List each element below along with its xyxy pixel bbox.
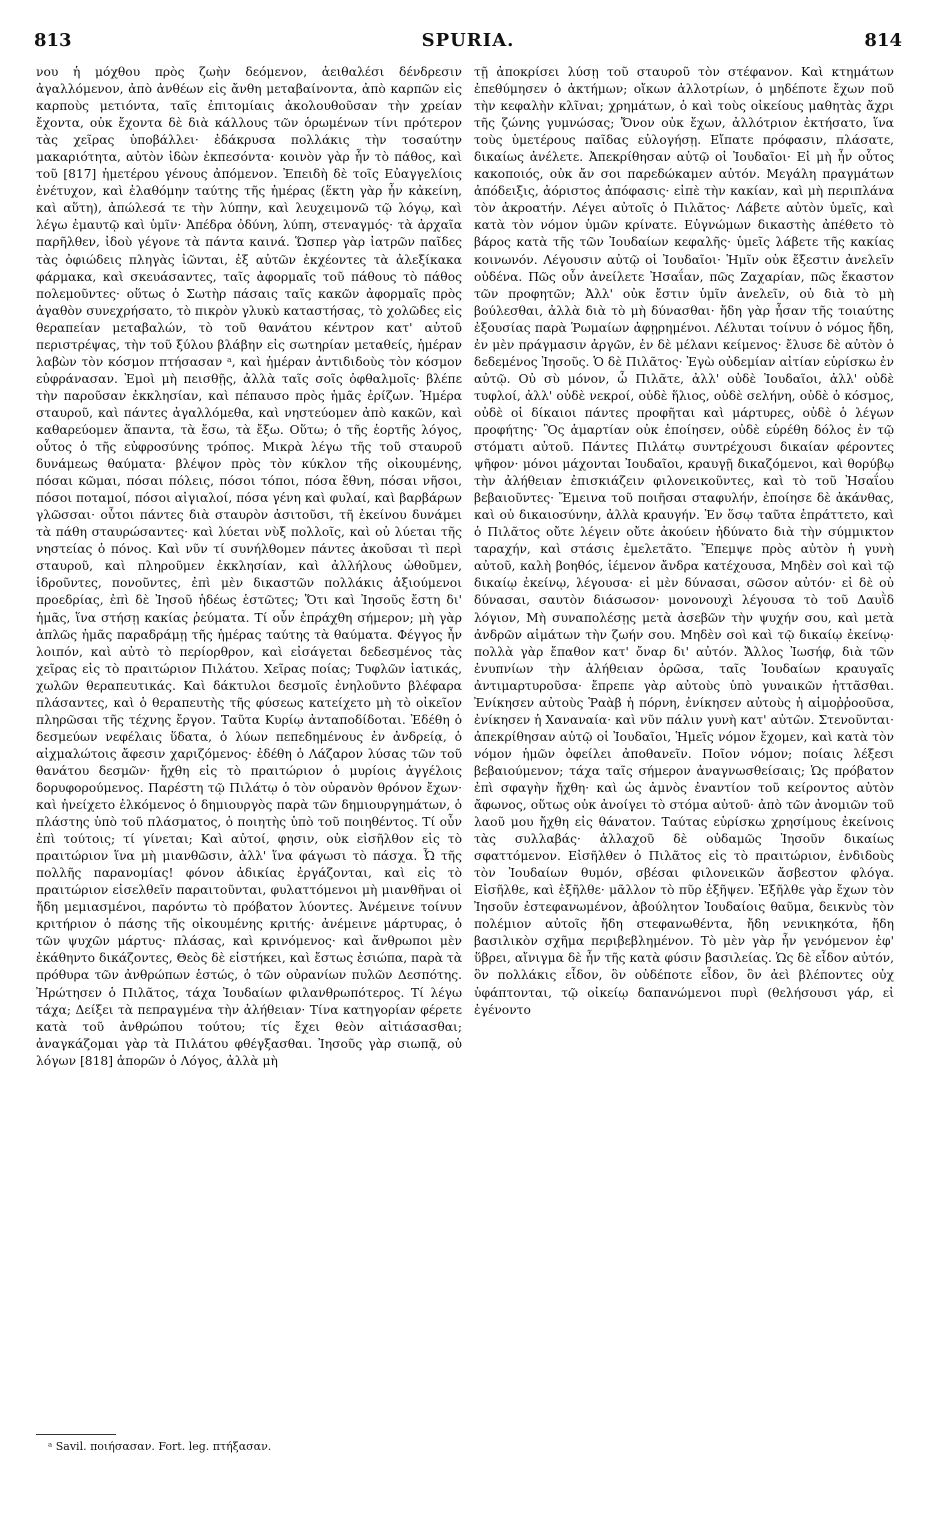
left-column-text: νου ἡ μόχθου πρὸς ζωὴν δεόμενον, ἀειθαλέσι δένδρεσιν ἀγαλλόμενον, ἀπὸ ἀνθέων εἰς ἄνθη μεταβαίνοντα, ἀπὸ καρπῶν εἰς καρποὺς μετιόντα, ταῖς ἐπιτομίαις ἀκολουθοῦσαν τὴν χρείαν ἔχοντα, οὐκ ἔχοντα δὲ διὰ κάλλους τῶν ὁρωμένων τίνι πρότερον τὰς χεῖρας ὑποβάλλει· ἐδάκρυσα πολλάκις τὴν τοσαύτην μακαριότητα, αὐτὸν ἰδὼν ἐκπεσόντα· κοινὸν γὰρ ἦν τὸ πάθος, καὶ τοῦ [817] ἡμετέρου γένους ἀπόμενον. Ἐπειδὴ δὲ τοῖς Εὐαγγελίοις ἐνέτυχον, καὶ ἐλαθόμην ταύτης τῆς ἡμέρας (ἕκτη γὰρ ἦν κἀκείνη, καὶ αὕτη), ἀπώλεσά τε τὴν λύπην, καὶ λευχειμονῶ τῷ λόγῳ, καὶ λέγω ἐμαυτῷ καὶ ὑμῖν· Ἀπέδρα ὀδύνη, λύπη, στεναγμός· τὰ ἀρχαῖα παρῆλθεν, ἰδοὺ γέγονε τὰ πάντα καινά. Ὥσπερ γὰρ ἰατρῶν παῖδες τὰς ὀφιώδεις πληγὰς ἰῶνται, ἐξ αὐτῶν ἐκχέοντες τὰ ἀλεξίκακα φάρμακα, καὶ σκευάσαντες, ταῖς ἀφορμαῖς τοῦ πάθους τὸ πάθος πολεμοῦντες· οὕτως ὁ Σωτὴρ πάσαις ταῖς κακῶν ἀφορμαῖς πρὸς ἀγαθὸν συνεχρήσατο, τὸ πικρὸν γλυκὺ καταστήσας, τὸ χολῶδες εἰς θεραπείαν μεταβαλών, τὸ τοῦ θανάτου κέντρον κατ' αὐτοῦ περιστρέψας, τὴν τοῦ ξύλου βλάβην εἰς σωτηρίαν μεταθείς, ἡμέραν λαβὼν τὸν κόσμον πτήσασαν ᵃ, καὶ ἡμέραν ἀντιδιδοὺς τὸν κόσμον εὐφράνασαν. Ἐμοὶ μὴ πεισθῇς, ἀλλὰ ταῖς σοῖς ὀφθαλμοῖς· βλέπε τὴν παροῦσαν ἐκκλησίαν, καὶ πέπαυσο πρὸς ἡμᾶς ἐρίζων. Ἡμέρα σταυροῦ, καὶ πάντες ἀγαλλόμεθα, καὶ νηστεύομεν ἀπὸ κακῶν, καὶ καθαρεύομεν ἅπαντα, τὰ ἔσω, τὰ ἔξω. Οὕτω; ὁ τῆς ἑορτῆς λόγος, οὗτος ὁ τῆς εὐφροσύνης τρόπος. Μικρὰ λέγω τῆς τοῦ σταυροῦ δυνάμεως θαύματα· βλέψον πρὸς τὸν κύκλον τῆς οἰκουμένης, πόσαι κῶμαι, πόσαι πόλεις, πόσοι τόποι, πόσα ἔθνη, πόσαι νῆσοι, πόσοι ποταμοί, πόσοι αἰγιαλοί, πόσα γένη καὶ φυλαί, καὶ βαρβάρων γλῶσσαι· οὗτοι πάντες διὰ σταυρὸν ἀσιτοῦσι, τῆ ἐκείνου δυνάμει τὰ πάθη σταυρώσαντες· καὶ λύεται νὺξ πολλοῖς, καὶ οὐ λύεται τῆς νηστείας ὁ πόνος. Καὶ νῦν τί συνήλθομεν πάντες ἀκοῦσαι τὶ περὶ σταυροῦ, καὶ πληροῦμεν ἐκκλησίαν, καὶ ἀλλήλους ὠθοῦμεν, ἱδροῦντες, πονοῦντες, ἐπὶ μὲν δικαστῶν πολλάκις ἀξιούμενοι προεδρίας, ἐπὶ δὲ Ἰησοῦ ἡδέως ἑστῶτες; Ὅτι καὶ Ἰησοῦς ἔστη δι' ἡμᾶς, ἵνα στήσῃ κακίας ῥεύματα. Τί οὖν ἐπράχθη σήμερον; μὴ γὰρ ἁπλῶς ἡμᾶς παραδράμῃ τῆς ἡμέρας ταύτης τὰ θαύματα. Φέγγος ἦν λοιπόν, καὶ αὐτὸ τὸ περίορθρον, καὶ εἰσάγεται δεδεσμένος τὰς χεῖρας εἰς τὸ πραιτώριον Πιλάτου. Χεῖρας ποίας; Τυφλῶν ἰατικάς, χωλῶν θεραπευτικάς. Καὶ δάκτυλοι δεσμοῖς ἐνηλοῦντο βλέφαρα πλάσαντες, καὶ ὁ θεραπευτὴς τῆς φύσεως κατείχετο μὴ τὸ οἰκεῖον πληρῶσαι τῆς τέχνης ἔργον. Ταῦτα Κυρίῳ ἀνταποδίδοται. Ἐδέθη ὁ δεσμεύων νεφέλαις ὕδατα, ὁ λύων πεπεδημένους ἐν ἀνδρείᾳ, ὁ αἰχμαλώτοις ἄφεσιν χαριζόμενος· ἐδέθη ὁ Λάζαρον λύσας τῶν τοῦ θανάτου δεσμῶν· ἤχθη εἰς τὸ πραιτώριον ὁ μυρίοις ἀγγέλοις δορυφορούμενος. Παρέστη τῷ Πιλάτῳ ὁ τὸν οὐρανὸν θρόνον ἔχων· καὶ ἠνείχετο ἐλκόμενος ὁ δημιουργὸς παρὰ τῶν δημιουργημάτων, ὁ πλάστης ὑπὸ τοῦ πλάσματος, ὁ ποιητὴς ὑπὸ τοῦ ποιηθέντος. Τί οὖν ἐπὶ τούτοις; τί γίνεται; Καὶ αὐτοί, φησιν, οὐκ εἰσῆλθον εἰς τὸ πραιτώριον ἵνα μὴ μιανθῶσιν, ἀλλ' ἵνα φάγωσι τὸ πάσχα. Ὦ τῆς πολλῆς παρανομίας! φόνον ἀδικίας ἐργάζονται, καὶ εἰς τὸ πραιτώριον εἰσελθεῖν παραιτοῦνται, φυλαττόμενοι μὴ μιανθῆναι οἱ ἤδη μεμιασμένοι, παρόντω τὸ πρόβατον λύοντες. Ἀνέμεινε τοίνυν κριτήριον ὁ πάσης τῆς οἰκουμένης κριτής· ἀνέμεινε μάρτυρας, ὁ τῶν ψυχῶν μάρτυς· πλάσας, καὶ κρινόμενος· καὶ ἄνθρωποι μὲν ἐκάθηντο δικάζοντες, Θεὸς δὲ εἱστήκει, καὶ ἔστως ἐσιώπα, παρὰ τὰ πρόθυρα τῶν ἀνθρώπων ἑστώς, ὁ τῶν οὐρανίων πυλῶν Δεσπότης. Ἠρώτησεν ὁ Πιλᾶτος, τάχα Ἰουδαίων φιλανθρωπότερος. Τί λέγω τάχα; Δείξει τὰ πεπραγμένα τὴν ἀλήθειαν· Τίνα κατηγορίαν φέρετε κατὰ τοῦ ἀνθρώπου τούτου; τίς ἔχει θεὸν αἰτιάσασθαι; ἀναγκάζομαι γὰρ τὰ Πιλάτου φθέγξασθαι. Ἰησοῦς γὰρ σιωπᾷ, οὐ λόγων [818] ἀπορῶν ὁ Λόγος, ἀλλὰ μὴ — [36, 65, 462, 1068]
left-page-number: 813 — [34, 30, 72, 51]
right-column — [474, 64, 894, 1019]
left-column — [36, 64, 462, 1070]
page-title: SPURIA. — [421, 30, 515, 51]
footnote: ᵃ Savil. ποιήσασαν. Fort. leg. πτήξασαν. — [48, 1440, 272, 1453]
footnote-rule — [36, 1434, 116, 1435]
running-header — [34, 30, 902, 56]
right-column-text: τῇ ἀποκρίσει λύσῃ τοῦ σταυροῦ τὸν στέφανον. Καὶ κτημάτων ἐπεθύμησεν ὁ ἀκτήμων; οἴκων ἀλλοτρίων, ὁ μηδέποτε ἔχων ποῦ τὴν κεφαλὴν κλῖναι; χρημάτων, ὁ καὶ τοὺς οἰκείους μαθητὰς ἄχρι τῆς ζώνης γυμνώσας; Ὄνον οὐκ ἔχων, ἀλλότριον ἐκτήσατο, ἵνα τοὺς ὑμετέρους παῖδας εὐλογήσῃ. Εἴπατε πρόφασιν, πλάσατε, δικαίως ἀνέλετε. Ἀπεκρίθησαν αὐτῷ οἱ Ἰουδαῖοι· Εἰ μὴ ἦν οὗτος κακοποιός, οὐκ ἄν σοι παρεδώκαμεν αὐτόν. Μεγάλη πραγμάτων ἀπόδειξις, ἀόριστος ἀπόφασις· εἰπὲ τὴν κακίαν, καὶ μὴ περιπλάνα τὸν ἀκροατήν. Λέγει αὐτοῖς ὁ Πιλᾶτος· Λάβετε αὐτὸν ὑμεῖς, καὶ κατὰ τὸν νόμον ὑμῶν κρίνατε. Εὐγνώμων δικαστὴς ἀπέθετο τὸ βάρος κατὰ τῆς τῶν Ἰουδαίων κεφαλῆς· ὑμεῖς λάβετε τῆς κακίας κοινωνόν. Λέγουσιν αὐτῷ οἱ Ἰουδαῖοι· Ἡμῖν οὐκ ἔξεστιν ἀνελεῖν οὐδένα. Πῶς οὖν ἀνείλετε Ἠσαΐαν, πῶς Ζαχαρίαν, πῶς ἕκαστον τῶν προφητῶν; Ἀλλ' οὐκ ἔστιν ὑμῖν ἀνελεῖν, οὐ διὰ τὸ μὴ βούλεσθαι, ἀλλὰ διὰ τὸ μὴ δύνασθαι· ἤδη γὰρ ἦσαν τῆς τοιαύτης ἐξουσίας παρὰ Ῥωμαίων ἀφῃρημένοι. Λέλυται τοίνυν ὁ νόμος ἤδη, ἐν μὲν πράγμασιν ἀργῶν, ἐν δὲ μέλανι κείμενος· ἔλυσε δὲ αὐτὸν ὁ δεδεμένος Ἰησοῦς. Ὁ δὲ Πιλᾶτος· Ἐγὼ οὐδεμίαν αἰτίαν εὑρίσκω ἐν αὐτῷ. Οὐ σὺ μόνον, ὦ Πιλᾶτε, ἀλλ' οὐδὲ Ἰουδαῖοι, ἀλλ' οὐδὲ τυφλοί, ἀλλ' οὐδὲ νεκροί, οὐδὲ ἥλιος, οὐδὲ σελήνη, οὐδὲ ὁ κόσμος, οὐδὲ οἱ δίκαιοι πάντες προφῆται καὶ μάρτυρες, οὐδὲ ὁ λέγων προφήτης· Ὃς ἁμαρτίαν οὐκ ἐποίησεν, οὐδὲ εὑρέθη δόλος ἐν τῷ στόματι αὐτοῦ. Πάντες Πιλάτῳ συντρέχουσι δικαίαν φέροντες ψῆφον· μόνοι μάχονται Ἰουδαῖοι, κραυγῇ δικαζόμενοι, καὶ θορύβῳ τὴν ἀλήθειαν ἐπισκιάζειν φιλονεικοῦντες, καὶ τὸ τοῦ Ἠσαΐου βεβαιοῦντες· Ἔμεινα τοῦ ποιῆσαι σταφυλήν, ἐποίησε δὲ ἀκάνθας, καὶ οὐ δικαιοσύνην, ἀλλὰ κραυγήν. Ἐν ὅσῳ ταῦτα ἐπράττετο, καὶ ὁ Πιλᾶτος οὔτε λέγειν οὔτε ἀκούειν ἠδύνατο διὰ τὴν σύμμικτον ταραχήν, καὶ στάσις ἐμελετᾶτο. Ἔπεμψε πρὸς αὐτὸν ἡ γυνὴ αὐτοῦ, καλὴ βοηθός, ἱέμενον ἄνδρα κατέχουσα, Μηδὲν σοὶ καὶ τῷ δικαίῳ ἐκείνῳ, λέγουσα· εἰ μὲν δύνασαι, σῶσον αὐτόν· εἰ δὲ οὐ δύνασαι, σαυτὸν διάσωσον· μονονουχὶ λέγουσα τὸ τοῦ Δαυῒδ λόγιον, Μὴ συναπολέσῃς μετὰ ἀσεβῶν τὴν ψυχήν σου, καὶ μετὰ ἀνδρῶν αἱμάτων τὴν ζωήν σου. Μηδὲν σοὶ καὶ τῷ δικαίῳ ἐκείνῳ· πολλὰ γὰρ ἔπαθον κατ' ὄναρ δι' αὐτόν. Ἄλλος Ἰωσήφ, διὰ τῶν ἐνυπνίων τὴν ἀλήθειαν ὁρῶσα, ταῖς Ἰουδαίων κραυγαῖς ἀντιμαρτυροῦσα· ἔπρεπε γὰρ αὐτοὺς ὑπὸ γυναικῶν ἡττᾶσθαι. Ἐνίκησεν αὐτοὺς Ῥαὰβ ἡ πόρνη, ἐνίκησεν αὐτοὺς ἡ αἱμοῤῥοοῦσα, ἐνίκησεν ἡ Χαναναία· καὶ νῦν πάλιν γυνὴ κατ' αὐτῶν. Στενοῦνται· ἀπεκρίθησαν αὐτῷ οἱ Ἰουδαῖοι, Ἡμεῖς νόμον ἔχομεν, καὶ κατὰ τὸν νόμον ἡμῶν ὀφείλει ἀποθανεῖν. Ποῖον νόμον; ποίαις λέξεσι βεβαιούμενον; τάχα ταῖς σήμερον ἀναγνωσθείσαις; Ὡς πρόβατον ἐπὶ σφαγὴν ἤχθη· καὶ ὡς ἀμνὸς ἐναντίον τοῦ κείροντος αὐτὸν ἄφωνος, οὕτως οὐκ ἀνοίγει τὸ στόμα αὐτοῦ· ἀπὸ τῶν ἀνομιῶν τοῦ λαοῦ μου ἤχθη εἰς θάνατον. Ταύτας εὑρίσκω χρησίμους ἐκείνοις τὰς συλλαβάς· ἀλλαχοῦ δὲ οὐδαμῶς Ἰησοῦν δικαίως σφαττόμενον. Εἰσῆλθεν ὁ Πιλᾶτος εἰς τὸ πραιτώριον, ἐνδιδοὺς τὸν Ἰουδαίων θυμόν, σβέσαι φιλονεικῶν ἄσβεστον φλόγα. Εἰσῆλθε, καὶ ἐξῆλθε· μᾶλλον τὸ πῦρ ἐξῆψεν. Ἐξῆλθε γὰρ ἔχων τὸν Ἰησοῦν ἐστεφανωμένον, ἀβούλητον Ἰουδαίοις θαῦμα, δεικνὺς τὸν πολέμιον αὐτοῖς ἤδη στεφανωθέντα, ἤδη νενικηκότα, ἤδη βασιλικὸν σχῆμα περιβεβλημένον. Τὸ μὲν γὰρ ἦν γενόμενον ἐφ' ὕβρει, αἴνιγμα δὲ ἦν τῆς κατὰ φύσιν βασιλείας. Ὡς δὲ εἶδον αὐτόν, ὃν πολλάκις εἶδον, ὃν οὐδέποτε εἶδον, ὃν ἀεὶ βλέποντες οὐχ ὑφάπτονται, τῷ οἰκείῳ δαπανώμενοι πυρὶ (θελήσουσι γάρ, εἰ ἐγένοντο — [474, 65, 894, 1017]
right-page-number: 814 — [864, 30, 902, 51]
